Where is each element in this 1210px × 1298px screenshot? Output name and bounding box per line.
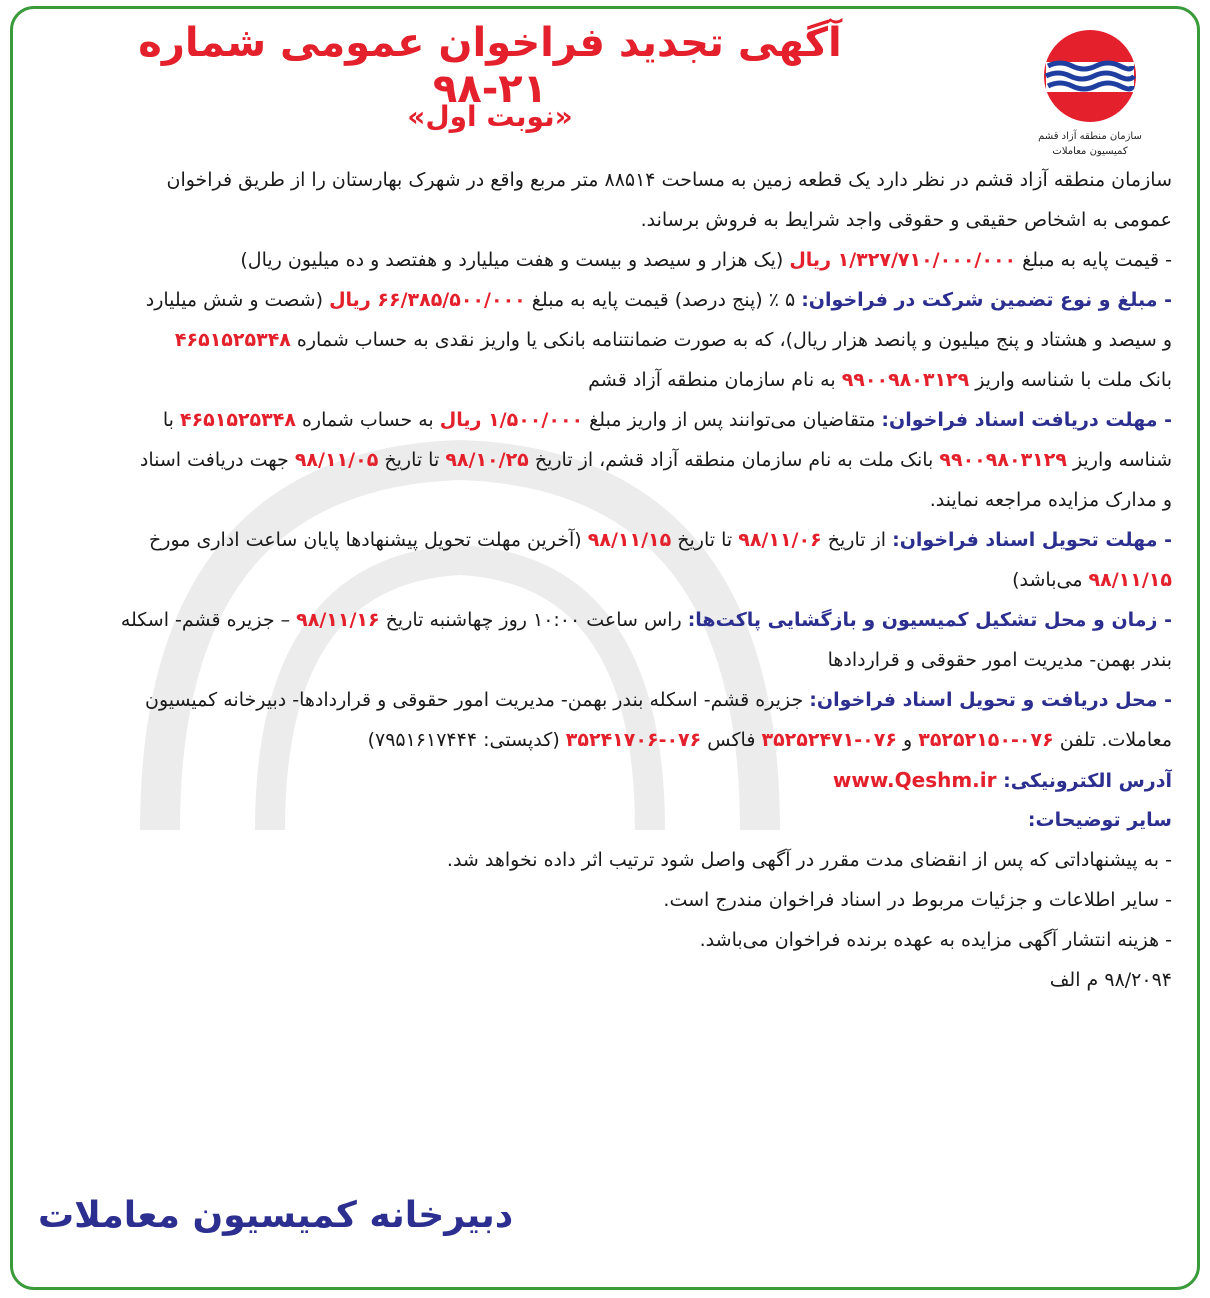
opening-text-2: – جزیره قشم- اسکله <box>120 609 297 631</box>
submit-text-1: از تاریخ <box>821 529 893 551</box>
page-title: آگهی تجدید فراخوان عمومی شماره ۲۱-۹۸ <box>138 20 842 112</box>
location-line-2 <box>38 720 1172 760</box>
receive-line-2-mid: تا تاریخ <box>378 449 446 471</box>
guarantee-account: ۴۶۵۱۵۲۵۳۴۸ <box>174 329 291 351</box>
note-item: - هزینه انتشار آگهی مزایده به عهده برنده فراخوان می‌باشد. <box>699 929 1172 951</box>
receive-amount: ۱/۵۰۰/۰۰۰ ریال <box>439 409 584 431</box>
intro-line-2: عمومی به اشخاص حقیقی و حقوقی واجد شرایط به فروش برساند. <box>640 209 1172 231</box>
guarantee-line-3-text: بانک ملت با شناسه واریز <box>969 369 1172 391</box>
submit-text-2: تا تاریخ <box>671 529 739 551</box>
base-price-prefix: - قیمت پایه به مبلغ <box>1016 249 1172 271</box>
guarantee-text-2: (شصت و شش میلیارد <box>145 289 330 311</box>
intro-line-1: سازمان منطقه آزاد قشم در نظر دارد یک قطعه زمین به مساحت ۸۸۵۱۴ متر مربع واقع در شهرک بهارستان را از طریق فراخوان <box>166 169 1172 191</box>
phone-2: ۰۷۶-۳۵۲۵۲۴۷۱ <box>761 729 897 751</box>
signature: دبیرخانه کمیسیون معاملات <box>38 1195 514 1236</box>
guarantee-line-1 <box>38 280 1172 320</box>
receive-text-3: با <box>162 409 180 431</box>
receive-line-2 <box>38 440 1172 480</box>
website-line <box>38 760 1172 800</box>
phone-1: ۰۷۶-۳۵۲۵۲۱۵۰ <box>918 729 1054 751</box>
receive-line-3: و مدارک مزایده مراجعه نمایند. <box>929 489 1172 511</box>
receive-text-2: به حساب شماره <box>295 409 440 431</box>
guarantee-amount: ۶۶/۳۸۵/۵۰۰/۰۰۰ ریال <box>329 289 526 311</box>
location-text-1: جزیره قشم- اسکله بندر بهمن- مدیریت امور حقوقی و قراردادها- دبیرخانه کمیسیون <box>144 689 810 711</box>
guarantee-line-3-suffix: به نام سازمان منطقه آزاد قشم <box>588 369 842 391</box>
notes-heading: سایر توضیحات: <box>1027 809 1172 831</box>
guarantee-line-2 <box>38 320 1172 360</box>
note-item: - به پیشنهاداتی که پس از انقضای مدت مقرر در آگهی واصل شود ترتیب اثر داده نخواهد شد. <box>446 849 1172 871</box>
guarantee-text-1: ۵ ٪ (پنج درصد) قیمت پایه به مبلغ <box>525 289 802 311</box>
receive-line-2-text: بانک ملت به نام سازمان منطقه آزاد قشم، از تاریخ <box>528 449 940 471</box>
receive-line-2-suffix: جهت دریافت اسناد <box>139 449 295 471</box>
website-link[interactable]: www.Qeshm.ir <box>832 768 997 792</box>
guarantee-deposit-id: ۹۹۰۰۹۸۰۳۱۲۹ <box>841 369 970 391</box>
location-line-1 <box>38 680 1172 720</box>
opening-label: - زمان و محل تشکیل کمیسیون و بازگشایی پاکت‌ها: <box>687 609 1172 631</box>
opening-line-1 <box>38 600 1172 640</box>
location-label: - محل دریافت و تحویل اسناد فراخوان: <box>809 689 1172 711</box>
guarantee-line-2-text: و سیصد و هشتاد و پنج میلیون و پانصد هزار ریال)، که به صورت ضمانتنامه بانکی یا واریز نقدی به حساب شماره <box>290 329 1172 351</box>
submit-line-1 <box>38 520 1172 560</box>
qeshm-logo <box>1030 28 1150 158</box>
submit-date-to: ۹۸/۱۱/۱۵ <box>587 529 672 551</box>
submit-label: - مهلت تحویل اسناد فراخوان: <box>892 529 1172 551</box>
submit-line-2 <box>38 560 1172 600</box>
logo-caption-org: سازمان منطقه آزاد قشم <box>1038 131 1142 142</box>
logo-caption-commission: کمیسیون معاملات <box>1052 146 1128 157</box>
guarantee-line-3 <box>38 360 1172 400</box>
fax-number: ۰۷۶-۳۵۲۴۱۷۰۶ <box>565 729 702 751</box>
receive-deposit-id: ۹۹۰۰۹۸۰۳۱۲۹ <box>939 449 1067 471</box>
website-label: آدرس الکترونیکی: <box>996 770 1172 792</box>
receive-date-to: ۹۸/۱۱/۰۵ <box>294 449 379 471</box>
postal-code: (کدپستی: ۷۹۵۱۶۱۷۴۴۴) <box>367 729 566 751</box>
submit-line-2-suffix: می‌باشد) <box>1012 569 1089 591</box>
base-price-line <box>38 240 1172 280</box>
opening-text-1: راس ساعت ۱۰:۰۰ روز چهاشنبه تاریخ <box>379 609 688 631</box>
opening-date: ۹۸/۱۱/۱۶ <box>296 609 380 631</box>
receive-label: - مهلت دریافت اسناد فراخوان: <box>881 409 1172 431</box>
round-label: «نوبت اول» <box>407 100 573 133</box>
ad-body <box>38 160 1172 1000</box>
note-item: - سایر اطلاعات و جزئیات مربوط در اسناد فراخوان مندرج است. <box>663 889 1172 911</box>
submit-text-3: (آخرین مهلت تحویل پیشنهادها پایان ساعت اداری مورخ <box>149 529 588 551</box>
guarantee-label: - مبلغ و نوع تضمین شرکت در فراخوان: <box>801 289 1172 311</box>
receive-account: ۴۶۵۱۵۲۵۳۴۸ <box>179 409 296 431</box>
submit-date-from: ۹۸/۱۱/۰۶ <box>738 529 822 551</box>
opening-line-2: بندر بهمن- مدیریت امور حقوقی و قراردادها <box>827 649 1172 671</box>
base-price-amount: ۱/۳۲۷/۷۱۰/۰۰۰/۰۰۰ ریال <box>789 249 1017 271</box>
reference-number: ۹۸/۲۰۹۴ م الف <box>1049 969 1172 991</box>
submit-date-final: ۹۸/۱۱/۱۵ <box>1088 569 1172 591</box>
location-line-2-prefix: معاملات. تلفن <box>1053 729 1172 751</box>
base-price-suffix: (یک هزار و سیصد و بیست و هفت میلیارد و هفتصد و ده میلیون ریال) <box>240 249 790 271</box>
location-fax-label: فاکس <box>701 729 762 751</box>
receive-line-1 <box>38 400 1172 440</box>
qeshm-emblem-icon <box>1042 28 1138 124</box>
location-and: و <box>896 729 919 751</box>
receive-text-1: متقاضیان می‌توانند پس از واریز مبلغ <box>583 409 882 431</box>
receive-line-2-prefix: شناسه واریز <box>1066 449 1172 471</box>
receive-date-from: ۹۸/۱۰/۲۵ <box>445 449 529 471</box>
